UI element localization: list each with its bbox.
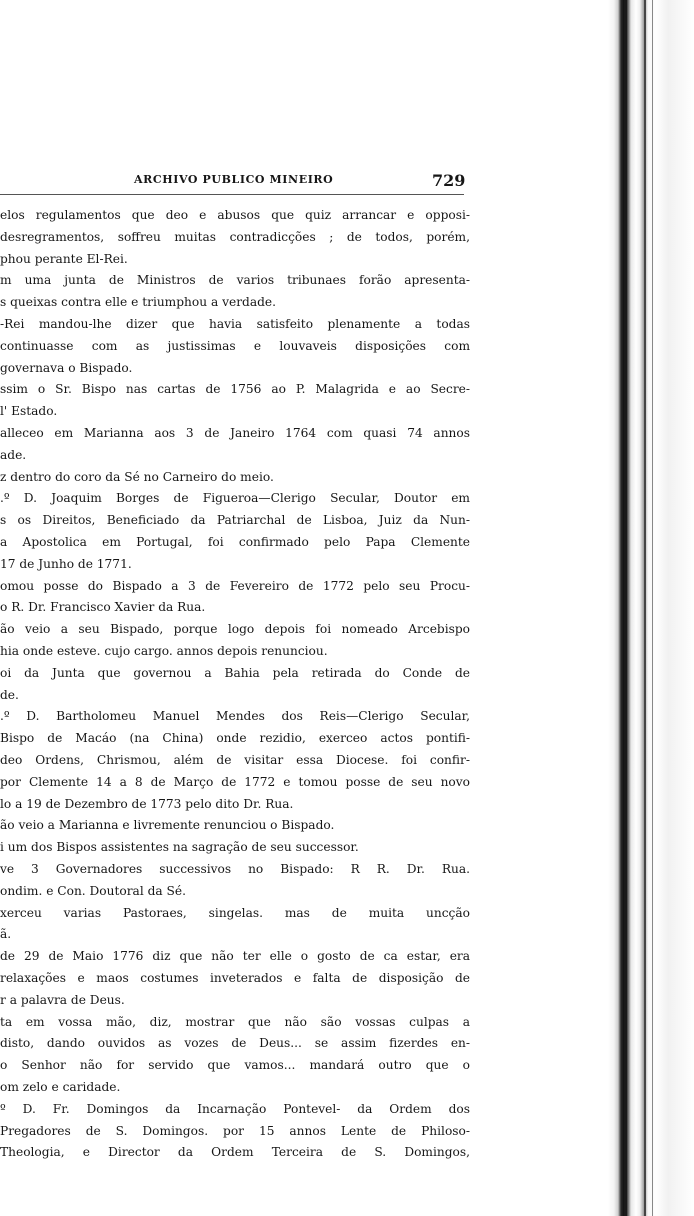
- text-line: de 29 de Maio 1776 diz que não ter elle o gosto de ca estar, era: [0, 949, 470, 963]
- text-line: omou posse do Bispado a 3 de Fevereiro de 1772 pelo seu Procu-: [0, 579, 470, 593]
- text-line: l' Estado.: [0, 404, 58, 418]
- running-title: ARCHIVO PUBLICO MINEIRO: [134, 173, 334, 186]
- text-line: Pregadores de S. Domingos. por 15 annos Lente de Philoso-: [0, 1124, 470, 1138]
- page-number: 729: [432, 171, 466, 190]
- text-line: governava o Bispado.: [0, 361, 133, 375]
- text-line: s queixas contra elle e triumphou a verdade.: [0, 295, 276, 309]
- text-line: ão veio a Marianna e livremente renunciou o Bispado.: [0, 818, 335, 832]
- text-line: Theologia, e Director da Ordem Terceira de S. Domingos,: [0, 1145, 470, 1159]
- text-line: oi da Junta que governou a Bahia pela retirada do Conde de: [0, 666, 470, 680]
- text-line: lo a 19 de Dezembro de 1773 pelo dito Dr. Rua.: [0, 797, 294, 811]
- text-line: -Rei mandou-lhe dizer que havia satisfeito plenamente a todas: [0, 317, 470, 331]
- text-line: ve 3 Governadores successivos no Bispado: R R. Dr. Rua.: [0, 862, 470, 876]
- text-line: om zelo e caridade.: [0, 1080, 121, 1094]
- text-line: m uma junta de Ministros de varios tribunaes forão apresenta-: [0, 273, 470, 287]
- text-line: .º D. Joaquim Borges de Figueroa—Clerigo Secular, Doutor em: [0, 491, 470, 505]
- gutter-shadow-line: [652, 0, 653, 1216]
- text-line: ã.: [0, 927, 12, 941]
- text-line: deo Ordens, Chrismou, além de visitar essa Diocese. foi confir-: [0, 753, 470, 767]
- text-line: ta em vossa mão, diz, mostrar que não são vossas culpas a: [0, 1015, 470, 1029]
- text-line: Bispo de Macáo (na China) onde rezidio, exerceo actos pontifi-: [0, 731, 470, 745]
- text-line: ssim o Sr. Bispo nas cartas de 1756 ao P. Malagrida e ao Secre-: [0, 382, 470, 396]
- text-line: i um dos Bispos assistentes na sagração de seu successor.: [0, 840, 359, 854]
- text-line: por Clemente 14 a 8 de Março de 1772 e tomou posse de seu novo: [0, 775, 470, 789]
- text-line: elos regulamentos que deo e abusos que quiz arrancar e opposi-: [0, 208, 470, 222]
- gutter-shadow-line: [624, 0, 627, 1216]
- text-line: disto, dando ouvidos as vozes de Deus... se assim fizerdes en-: [0, 1036, 470, 1050]
- text-line: z dentro do coro da Sé no Carneiro do meio.: [0, 470, 274, 484]
- page-header: [0, 171, 520, 193]
- book-binding-gutter: [608, 0, 694, 1216]
- gutter-shadow-line: [644, 0, 646, 1216]
- header-rule: [0, 194, 464, 195]
- text-line: hia onde esteve. cujo cargo. annos depois renunciou.: [0, 644, 328, 658]
- text-line: desregramentos, soffreu muitas contradicções ; de todos, porém,: [0, 230, 470, 244]
- text-line: .º D. Bartholomeu Manuel Mendes dos Reis—Clerigo Secular,: [0, 709, 470, 723]
- text-line: continuasse com as justissimas e louvaveis disposições com: [0, 339, 470, 353]
- text-line: phou perante El-Rei.: [0, 252, 128, 266]
- text-line: ondim. e Con. Doutoral da Sé.: [0, 884, 186, 898]
- text-line: o R. Dr. Francisco Xavier da Rua.: [0, 600, 206, 614]
- text-line: a Apostolica em Portugal, foi confirmado pelo Papa Clemente: [0, 535, 470, 549]
- text-line: alleceo em Marianna aos 3 de Janeiro 1764 com quasi 74 annos: [0, 426, 470, 440]
- text-line: ão veio a seu Bispado, porque logo depois foi nomeado Arcebispo: [0, 622, 470, 636]
- text-line: º D. Fr. Domingos da Incarnação Pontevel- da Ordem dos: [0, 1102, 470, 1116]
- text-line: relaxações e maos costumes inveterados e falta de disposição de: [0, 971, 470, 985]
- text-line: 17 de Junho de 1771.: [0, 557, 132, 571]
- text-line: de.: [0, 688, 19, 702]
- text-line: xerceu varias Pastoraes, singelas. mas de muita uncção: [0, 906, 470, 920]
- text-line: s os Direitos, Beneficiado da Patriarchal de Lisboa, Juiz da Nun-: [0, 513, 470, 527]
- text-line: r a palavra de Deus.: [0, 993, 125, 1007]
- text-line: o Senhor não for servido que vamos... mandará outro que o: [0, 1058, 470, 1072]
- text-line: ade.: [0, 448, 27, 462]
